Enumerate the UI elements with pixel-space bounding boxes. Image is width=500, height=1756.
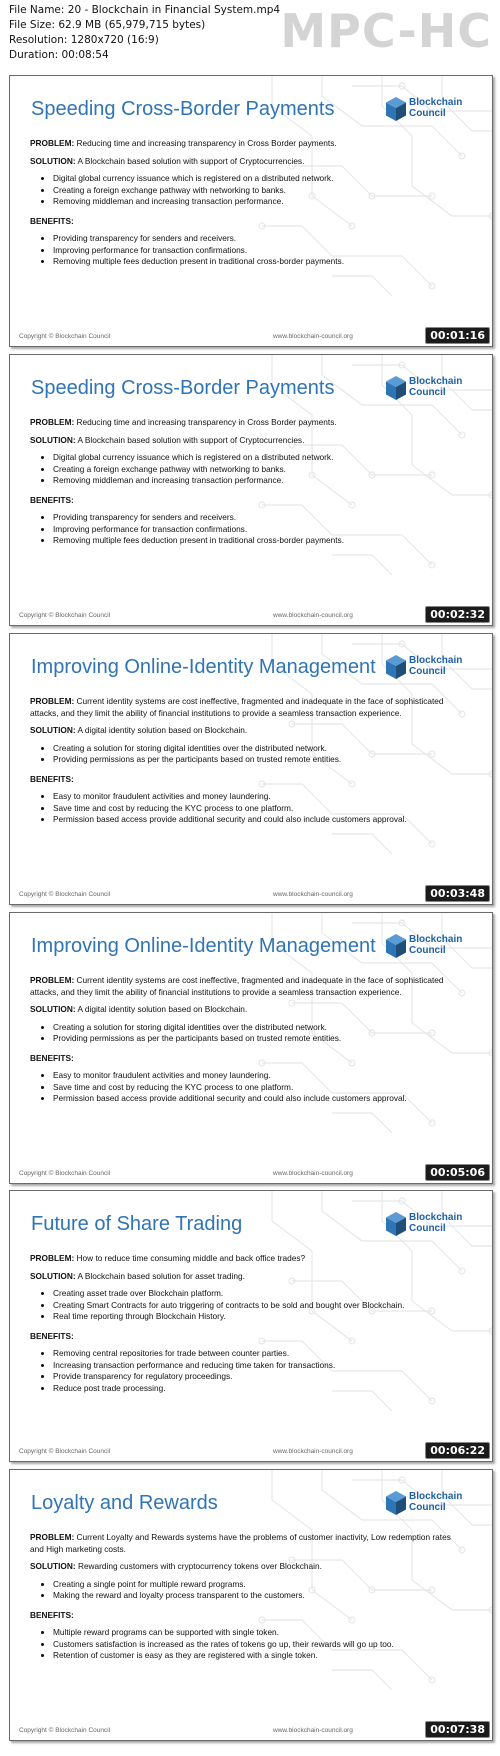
problem-text: Current identity systems are cost ineffective, fragmented and inadequate in the face of sophisticated attacks, and they limit the ability of financial institutions to provide a seamless transaction experience. [30,696,444,718]
blockchain-cube-icon [385,1211,407,1237]
solution-bullet-list [30,1022,462,1045]
timestamp-badge: 00:07:38 [425,1721,490,1738]
solution-bullet-list [30,173,462,208]
benefits-heading: BENEFITS: [30,494,74,505]
benefits-heading: BENEFITS: [30,1330,74,1341]
benefit-bullet: • Providing transparency for senders and receivers. [53,233,462,245]
benefits-heading: BENEFITS: [30,1609,74,1620]
solution-text: A digital identity solution based on Blockchain. [75,1004,248,1014]
problem-label: PROBLEM: [30,1253,75,1263]
blockchain-council-logo [385,652,465,682]
website-url: www.blockchain-council.org [273,1727,353,1734]
logo-text-line: Council [409,108,446,119]
solution-bullet-list [30,743,462,766]
benefit-bullet: • Improving performance for transaction confirmations. [53,524,462,536]
video-frame-thumbnail [9,912,493,1184]
logo-text-line: Council [409,1223,446,1234]
logo-text [409,934,462,956]
solution-statement [30,1004,462,1016]
file-size: File Size: 62.9 MB (65,979,715 bytes) [9,19,206,31]
video-frame-thumbnail [9,354,493,626]
problem-text: How to reduce time consuming middle and back office trades? [74,1253,306,1263]
copyright-text: Copyright © Blockchain Council [19,1170,111,1177]
benefit-bullet: • Improving performance for transaction confirmations. [53,245,462,257]
benefit-bullet: • Multiple reward programs can be supported with single token. [53,1627,462,1639]
logo-text-line: Council [409,1502,446,1513]
solution-statement [30,1271,462,1283]
problem-statement [30,138,462,150]
logo-text [409,376,462,398]
slide-body [30,1253,462,1400]
slide-body [30,696,462,832]
solution-bullet: • Removing middleman and increasing transaction performance. [53,196,462,208]
slide-body [30,417,462,553]
solution-bullet: • Creating a solution for storing digital identities over the distributed network. [53,1022,462,1034]
website-url: www.blockchain-council.org [273,1170,353,1177]
problem-statement [30,696,462,719]
solution-bullet: • Creating asset trade over Blockchain platform. [53,1288,462,1300]
solution-bullet: • Removing middleman and increasing transaction performance. [53,475,462,487]
timestamp-badge: 00:05:06 [425,1164,490,1181]
solution-text: A Blockchain based solution for asset trading. [75,1270,245,1281]
player-brand-watermark: MPC-HC [280,4,492,58]
benefit-bullet: • Easy to monitor fraudulent activities and money laundering. [53,1070,462,1082]
problem-text: Current Loyalty and Rewards systems have the problems of customer inactivity, Low redemption rates and High marketing costs. [30,1532,451,1554]
file-name: File Name: 20 - Blockchain in Financial System.mp4 [9,4,281,16]
slide-title: Improving Online-Identity Management [31,935,376,957]
duration: Duration: 00:08:54 [9,49,109,61]
benefit-bullet: • Removing central repositories for trade between counter parties. [53,1348,462,1360]
slide-body [30,1532,462,1668]
benefit-bullet: • Customers satisfaction is increased as the rates of tokens go up, their rewards will go up too. [53,1639,462,1651]
benefit-bullet: • Permission based access provide additional security and could also include customers approval. [53,814,462,826]
solution-statement [30,1561,462,1573]
solution-bullet: • Real time reporting through Blockchain History. [53,1311,462,1323]
problem-statement [30,417,462,429]
copyright-text: Copyright © Blockchain Council [19,333,111,340]
problem-text: Reducing time and increasing transparency in Cross Border payments. [74,417,337,427]
problem-statement [30,1253,462,1265]
logo-text-line: Blockchain [409,97,463,108]
problem-label: PROBLEM: [30,417,75,427]
benefits-bullet-list [30,512,462,547]
solution-bullet-list [30,1288,462,1323]
benefit-bullet: • Provide transparency for regulatory proceedings. [53,1371,462,1383]
solution-text: A Blockchain based solution with support of Cryptocurrencies. [75,434,305,445]
problem-statement [30,1532,462,1555]
problem-text: Current identity systems are cost ineffective, fragmented and inadequate in the face of sophisticated attacks, and they limit the ability of financial institutions to provide a seamless transaction experience. [30,975,444,997]
logo-text-line: Blockchain [409,655,463,666]
solution-bullet: • Providing permissions as per the participants based on trusted remote entities. [53,754,462,766]
benefit-bullet: • Permission based access provide additional security and could also include customers approval. [53,1093,462,1105]
solution-bullet-list [30,452,462,487]
slide-title: Speeding Cross-Border Payments [31,377,335,399]
blockchain-council-logo [385,94,465,124]
benefits-heading: BENEFITS: [30,215,74,226]
logo-text-line: Blockchain [409,934,463,945]
problem-label: PROBLEM: [30,975,75,985]
blockchain-council-logo [385,931,465,961]
slide-title: Speeding Cross-Border Payments [31,98,335,120]
file-info-header [0,0,500,70]
copyright-text: Copyright © Blockchain Council [19,1448,111,1455]
video-frame-thumbnail [9,75,493,347]
problem-statement [30,975,462,998]
logo-text-line: Council [409,945,446,956]
solution-label: SOLUTION: [30,434,76,445]
solution-label: SOLUTION: [30,1270,76,1281]
logo-text-line: Blockchain [409,376,463,387]
solution-bullet: • Creating a single point for multiple reward programs. [53,1579,462,1591]
solution-label: SOLUTION: [30,1004,76,1014]
video-frame-thumbnail [9,633,493,905]
logo-text [409,97,462,119]
blockchain-cube-icon [385,933,407,959]
timestamp-badge: 00:01:16 [425,327,490,344]
benefits-bullet-list [30,233,462,268]
blockchain-cube-icon [385,375,407,401]
solution-bullet: • Digital global currency issuance which is registered on a distributed network. [53,452,462,464]
benefits-bullet-list [30,791,462,826]
blockchain-cube-icon [385,1490,407,1516]
timestamp-badge: 00:02:32 [425,606,490,623]
logo-text [409,655,462,677]
solution-statement [30,725,462,737]
benefits-bullet-list [30,1627,462,1662]
benefit-bullet: • Easy to monitor fraudulent activities and money laundering. [53,791,462,803]
solution-statement [30,156,462,168]
blockchain-council-logo [385,1209,465,1239]
slide-body [30,138,462,274]
slide-title: Improving Online-Identity Management [31,656,376,678]
problem-label: PROBLEM: [30,1532,75,1542]
benefit-bullet: • Removing multiple fees deduction present in traditional cross-border payments. [53,535,462,547]
resolution: Resolution: 1280x720 (16:9) [9,34,159,46]
benefit-bullet: • Removing multiple fees deduction present in traditional cross-border payments. [53,256,462,268]
solution-bullet: • Providing permissions as per the participants based on trusted remote entities. [53,1033,462,1045]
logo-text [409,1491,462,1513]
blockchain-cube-icon [385,96,407,122]
solution-statement [30,435,462,447]
problem-label: PROBLEM: [30,138,75,148]
solution-label: SOLUTION: [30,1561,76,1571]
benefits-heading: BENEFITS: [30,773,74,784]
solution-label: SOLUTION: [30,725,76,735]
benefit-bullet: • Save time and cost by reducing the KYC process to one platform. [53,1082,462,1094]
logo-text [409,1212,462,1234]
problem-text: Reducing time and increasing transparency in Cross Border payments. [74,138,337,148]
solution-bullet: • Making the reward and loyalty process transparent to the customers. [53,1590,462,1602]
benefit-bullet: • Reduce post trade processing. [53,1383,462,1395]
solution-bullet: • Digital global currency issuance which is registered on a distributed network. [53,173,462,185]
solution-text: Rewarding customers with cryptocurrency tokens over Blockchain. [75,1561,322,1571]
copyright-text: Copyright © Blockchain Council [19,1727,111,1734]
benefit-bullet: • Increasing transaction performance and reducing time taken for transactions. [53,1360,462,1372]
timestamp-badge: 00:03:48 [425,885,490,902]
benefits-heading: BENEFITS: [30,1052,74,1063]
solution-bullet-list [30,1579,462,1602]
logo-text-line: Council [409,666,446,677]
logo-text-line: Blockchain [409,1491,463,1502]
slide-body [30,975,462,1111]
timestamp-badge: 00:06:22 [425,1442,490,1459]
logo-text-line: Blockchain [409,1212,463,1223]
solution-text: A digital identity solution based on Blockchain. [75,725,248,735]
blockchain-council-logo [385,1488,465,1518]
slide-title: Loyalty and Rewards [31,1492,218,1514]
benefit-bullet: • Retention of customer is easy as they are registered with a single token. [53,1650,462,1662]
website-url: www.blockchain-council.org [273,891,353,898]
blockchain-council-logo [385,373,465,403]
copyright-text: Copyright © Blockchain Council [19,612,111,619]
website-url: www.blockchain-council.org [273,612,353,619]
solution-bullet: • Creating a solution for storing digital identities over the distributed network. [53,743,462,755]
slide-title: Future of Share Trading [31,1213,243,1235]
solution-bullet: • Creating Smart Contracts for auto triggering of contracts to be sold and bought over Blockchain. [53,1300,462,1312]
logo-text-line: Council [409,387,446,398]
benefit-bullet: • Save time and cost by reducing the KYC process to one platform. [53,803,462,815]
video-frame-thumbnail [9,1190,493,1462]
solution-bullet: • Creating a foreign exchange pathway with networking to banks. [53,185,462,197]
problem-label: PROBLEM: [30,696,75,706]
website-url: www.blockchain-council.org [273,333,353,340]
copyright-text: Copyright © Blockchain Council [19,891,111,898]
benefits-bullet-list [30,1348,462,1394]
solution-bullet: • Creating a foreign exchange pathway with networking to banks. [53,464,462,476]
solution-text: A Blockchain based solution with support of Cryptocurrencies. [75,155,305,166]
solution-label: SOLUTION: [30,155,76,166]
benefits-bullet-list [30,1070,462,1105]
video-frame-thumbnail [9,1469,493,1741]
blockchain-cube-icon [385,654,407,680]
website-url: www.blockchain-council.org [273,1448,353,1455]
benefit-bullet: • Providing transparency for senders and receivers. [53,512,462,524]
